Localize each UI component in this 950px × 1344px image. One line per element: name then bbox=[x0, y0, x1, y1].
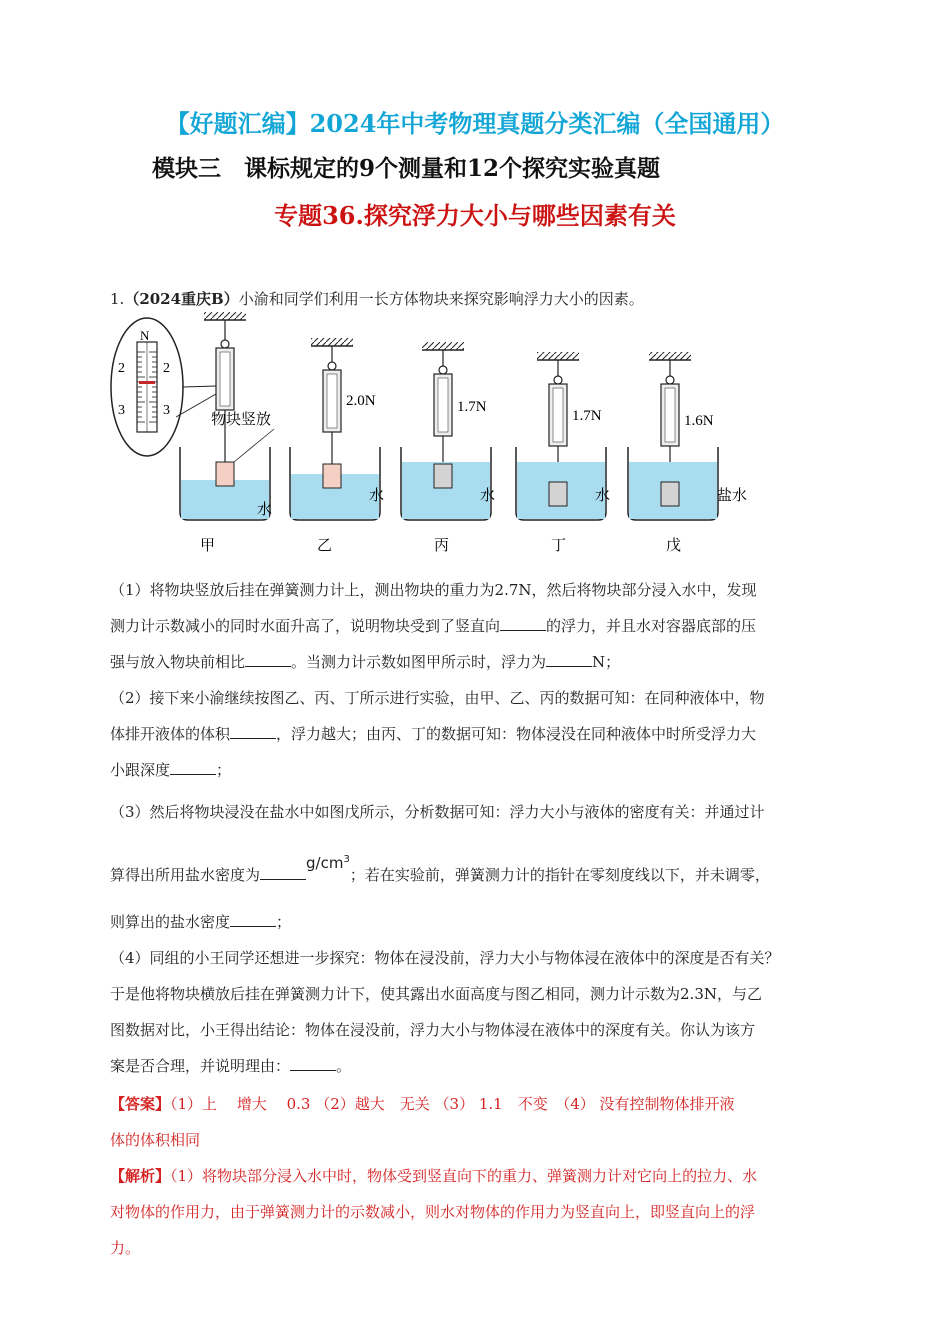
caption-ding: 丁 bbox=[551, 536, 567, 554]
subq3-line3-pre: 则算出的盐水密度 bbox=[110, 913, 231, 931]
subq2-line3 bbox=[110, 754, 845, 786]
block-orientation-label: 物块竖放 bbox=[211, 410, 272, 428]
caption-wu: 戊 bbox=[666, 536, 682, 554]
blank-1[interactable] bbox=[500, 615, 546, 631]
subq3-line3 bbox=[110, 906, 845, 938]
blank-8[interactable] bbox=[290, 1055, 336, 1071]
caption-bing: 丙 bbox=[434, 536, 450, 554]
subq1-line3-mid: 。当测力计示数如图甲所示时，浮力为 bbox=[291, 653, 547, 671]
subq1-line1: （1）将物块竖放后挂在弹簧测力计上，测出物块的重力为2.7N，然后将物块部分浸入水中，发现 bbox=[110, 581, 757, 599]
subq2-line1: （2）接下来小渝继续按图乙、丙、丁所示进行实验，由甲、乙、丙的数据可知：在同种液体中，物 bbox=[110, 689, 765, 707]
zoom-right-3: 3 bbox=[163, 403, 170, 418]
analysis-text: （1）将物块部分浸入水中时，物体受到竖直向下的重力、弹簧测力计对它向上的拉力、水 bbox=[170, 1167, 758, 1185]
analysis-line1 bbox=[110, 1160, 845, 1192]
subq2-line2-post: ，浮力越大；由丙、丁的数据可知：物体浸没在同种液体中时所受浮力大 bbox=[276, 725, 757, 743]
liquid-label-ding: 水 bbox=[595, 486, 611, 504]
blank-3[interactable] bbox=[546, 651, 592, 667]
subq4-line2: 于是他将物块横放后挂在弹簧测力计下，使其露出水面高度与图乙相同，测力计示数为2.3N，与乙 bbox=[110, 985, 762, 1003]
zoom-left-2: 2 bbox=[118, 361, 125, 376]
scale-zoom-inset bbox=[111, 318, 216, 456]
blank-4[interactable] bbox=[230, 723, 276, 739]
zoom-left-3: 3 bbox=[118, 403, 125, 418]
subq4-line3: 图数据对比，小王得出结论：物体在浸没前，浮力大小与物体浸在液体中的深度有关。你认为该方 bbox=[110, 1021, 756, 1039]
liquid-label-wu: 盐水 bbox=[717, 486, 748, 504]
question-stem bbox=[110, 288, 644, 309]
liquid-label-yi: 水 bbox=[369, 486, 385, 504]
question-text: 小渝和同学们利用一长方体物块来探究影响浮力大小的因素。 bbox=[238, 290, 644, 308]
answer-text: （1）上 增大 0.3 （2）越大 无关 （3） 1.1 不变 （4） 没有控制物体排开液 bbox=[170, 1095, 735, 1113]
caption-yi: 乙 bbox=[317, 536, 333, 554]
answer-label: 【答案】 bbox=[110, 1095, 171, 1113]
blank-2[interactable] bbox=[245, 651, 291, 667]
subq1-line3-post: N； bbox=[592, 653, 621, 671]
analysis-label: 【解析】 bbox=[110, 1167, 171, 1185]
subq3-line2-post: ；若在实验前，弹簧测力计的指针在零刻度线以下，并未调零， bbox=[349, 866, 770, 884]
blank-7[interactable] bbox=[230, 911, 276, 927]
zoom-unit-label: N bbox=[140, 328, 150, 343]
answer-line2: 体的体积相同 bbox=[110, 1131, 201, 1149]
subq3-line3-post: ； bbox=[276, 913, 292, 931]
setup-ding bbox=[516, 352, 610, 554]
question-number: 1. bbox=[110, 290, 125, 308]
subq1-line3 bbox=[110, 646, 845, 678]
liquid-label-bing: 水 bbox=[480, 486, 496, 504]
reading-bing: 1.7N bbox=[457, 399, 487, 415]
answer-line1 bbox=[110, 1088, 845, 1120]
subq3-line2 bbox=[110, 856, 845, 891]
subq2-line2 bbox=[110, 718, 845, 750]
subq4-line4 bbox=[110, 1050, 845, 1082]
setup-bing bbox=[401, 342, 495, 554]
subq1-line2-post: 的浮力，并且水对容器底部的压 bbox=[546, 617, 757, 635]
subq2-line3-post: ； bbox=[216, 761, 232, 779]
subq1-line2 bbox=[110, 610, 845, 642]
subq1-line2-pre: 测力计示数减小的同时水面升高了，说明物块受到了竖直向 bbox=[110, 617, 501, 635]
reading-yi: 2.0N bbox=[346, 393, 376, 409]
reading-ding: 1.7N bbox=[572, 408, 602, 424]
subq4-line1: （4）同组的小王同学还想进一步探究：物体在浸没前，浮力大小与物体浸在液体中的深度是否有关？ bbox=[110, 949, 780, 967]
experiment-figure bbox=[104, 312, 844, 562]
question-source: （2024重庆B） bbox=[124, 290, 239, 308]
setup-jia bbox=[180, 312, 274, 554]
liquid-label-jia: 水 bbox=[257, 500, 273, 518]
series-title: 【好题汇编】2024年中考物理真题分类汇编（全国通用） bbox=[165, 109, 785, 138]
topic-title: 专题36.探究浮力大小与哪些因素有关 bbox=[274, 201, 676, 230]
setup-wu bbox=[628, 352, 747, 554]
analysis-line3: 力。 bbox=[110, 1239, 141, 1257]
zoom-right-2: 2 bbox=[163, 361, 170, 376]
subq3-line1: （3）然后将物块浸没在盐水中如图戊所示，分析数据可知：浮力大小与液体的密度有关：并通过计 bbox=[110, 803, 765, 821]
subq4-line4-post: 。 bbox=[336, 1057, 352, 1075]
subq4-line4-pre: 案是否合理，并说明理由： bbox=[110, 1057, 291, 1075]
subq2-line2-pre: 体排开液体的体积 bbox=[110, 725, 231, 743]
module-title: 模块三 课标规定的9个测量和12个探究实验真题 bbox=[152, 155, 661, 182]
setup-yi bbox=[290, 338, 384, 554]
caption-jia: 甲 bbox=[200, 536, 216, 554]
blank-6[interactable] bbox=[260, 864, 306, 880]
subq3-line2-pre: 算得出所用盐水密度为 bbox=[110, 866, 261, 884]
subq2-line3-pre: 小跟深度 bbox=[110, 761, 171, 779]
density-unit: $g/cm^3$ bbox=[306, 854, 350, 872]
reading-wu: 1.6N bbox=[684, 413, 714, 429]
subq1-line3-pre: 强与放入物块前相比 bbox=[110, 653, 246, 671]
blank-5[interactable] bbox=[170, 759, 216, 775]
analysis-line2: 对物体的作用力，由于弹簧测力计的示数减小，则水对物体的作用力为竖直向上，即竖直向上的浮 bbox=[110, 1203, 756, 1221]
